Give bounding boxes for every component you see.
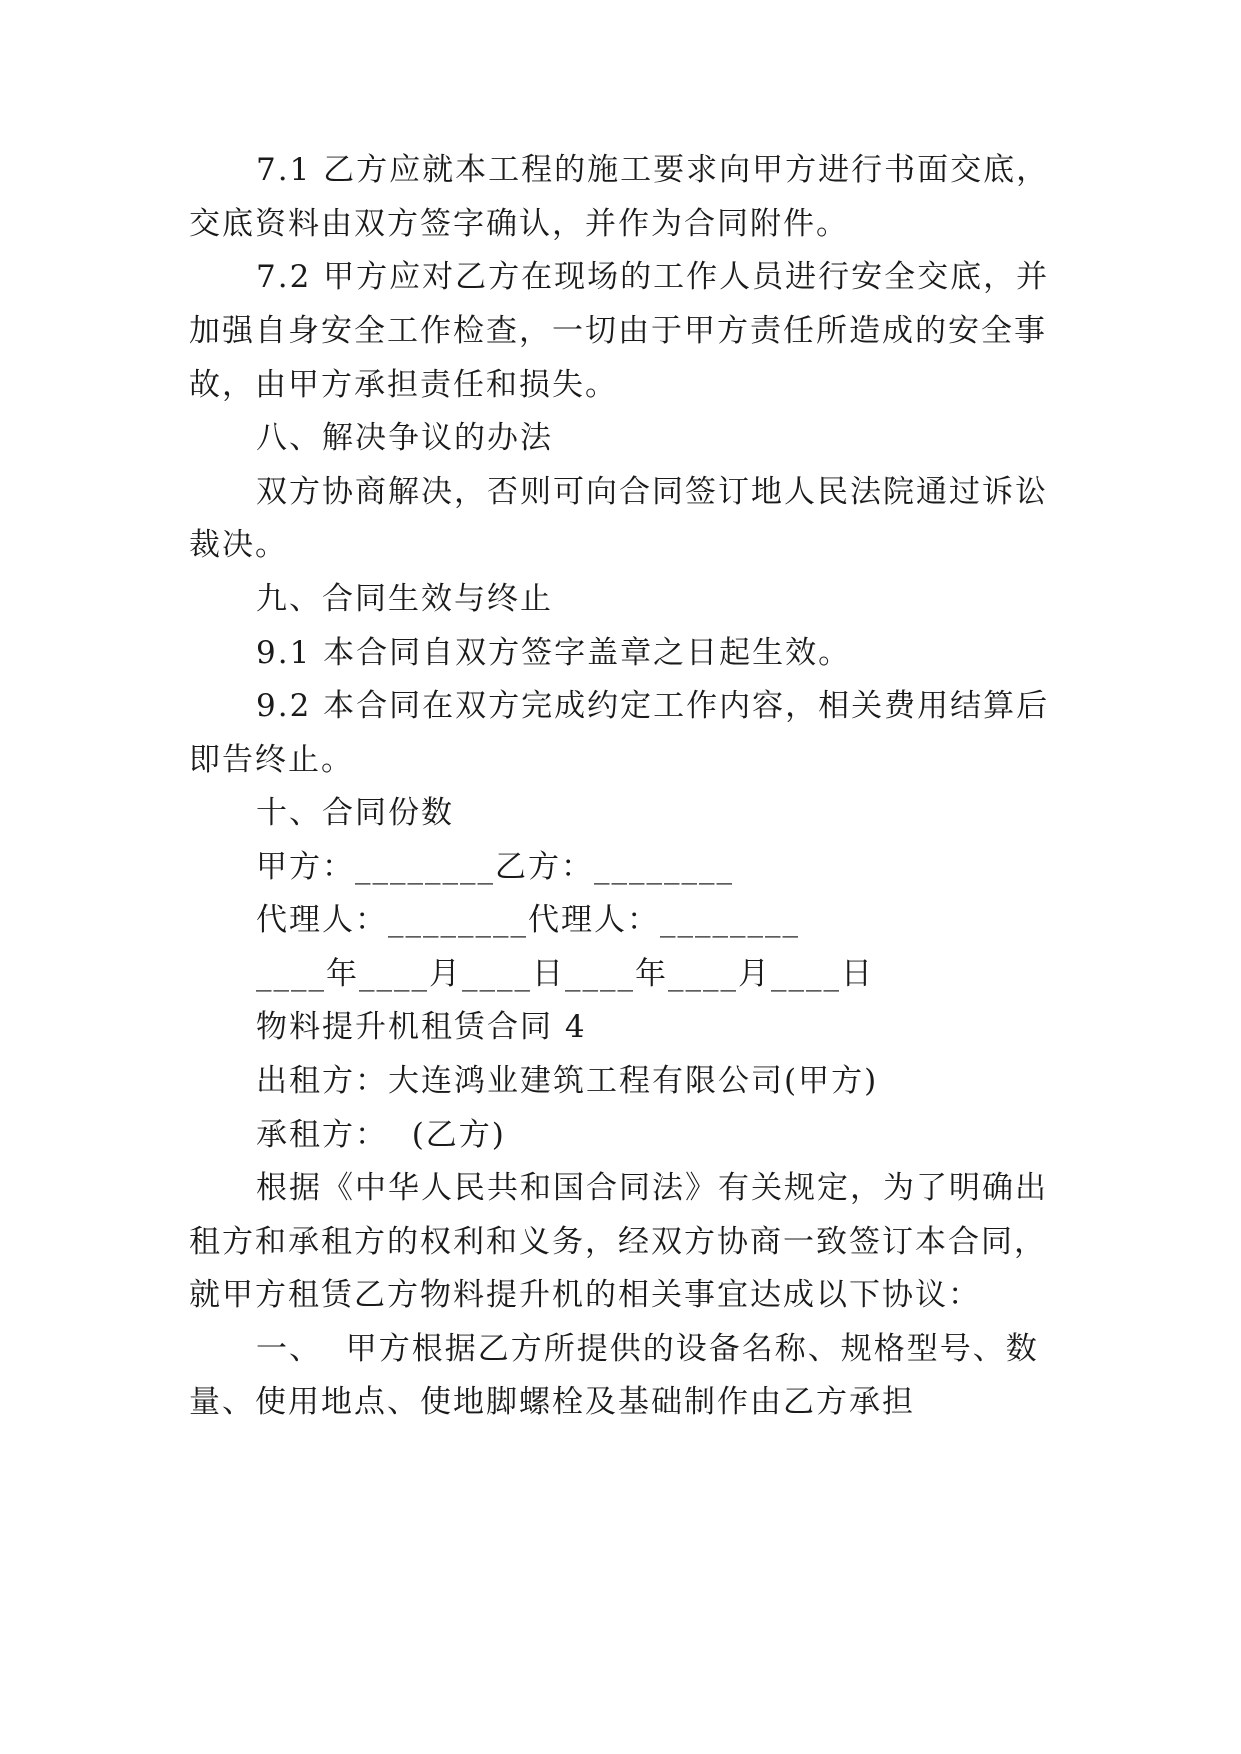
section-heading: 九、合同生效与终止 (256, 581, 553, 617)
paragraph-line: 7.2 甲方应对乙方在现场的工作人员进行安全交底，并 (256, 259, 1050, 295)
paragraph-line: 加强自身安全工作检查，一切由于甲方责任所造成的安全事 (189, 313, 1047, 349)
paragraph-line: 双方协商解决，否则可向合同签订地人民法院通过诉讼 (256, 474, 1048, 510)
lessee-line: 承租方： (乙方) (256, 1117, 506, 1153)
paragraph-line: 就甲方租赁乙方物料提升机的相关事宜达成以下协议： (189, 1277, 981, 1313)
paragraph-line: 9.1 本合同自双方签字盖章之日起生效。 (256, 635, 852, 671)
section-heading: 十、合同份数 (256, 795, 454, 831)
paragraph-line: 9.2 本合同在双方完成约定工作内容，相关费用结算后 (256, 688, 1050, 724)
paragraph-line: 租方和承租方的权利和义务，经双方协商一致签订本合同， (189, 1224, 1047, 1260)
paragraph-line: 7.1 乙方应就本工程的施工要求向甲方进行书面交底， (256, 152, 1050, 188)
paragraph-line: 故，由甲方承担责任和损失。 (189, 367, 618, 403)
paragraph-line: 一、 甲方根据乙方所提供的设备名称、规格型号、数 (256, 1331, 1039, 1367)
section-heading: 八、解决争议的办法 (256, 420, 553, 456)
lessor-line: 出租方：大连鸿业建筑工程有限公司(甲方) (256, 1063, 879, 1099)
signature-line-agents: 代理人：________代理人：________ (256, 902, 800, 938)
contract-title: 物料提升机租赁合同 4 (256, 1009, 587, 1045)
signature-line-parties: 甲方：________乙方：________ (256, 849, 734, 885)
paragraph-line: 量、使用地点、使地脚螺栓及基础制作由乙方承担 (189, 1384, 915, 1420)
paragraph-line: 交底资料由双方签字确认，并作为合同附件。 (189, 206, 849, 242)
paragraph-line: 裁决。 (189, 527, 288, 563)
paragraph-line: 即告终止。 (189, 742, 354, 778)
signature-line-dates: ____年____月____日____年____月____日 (256, 956, 874, 992)
paragraph-line: 根据《中华人民共和国合同法》有关规定，为了明确出 (256, 1170, 1048, 1206)
